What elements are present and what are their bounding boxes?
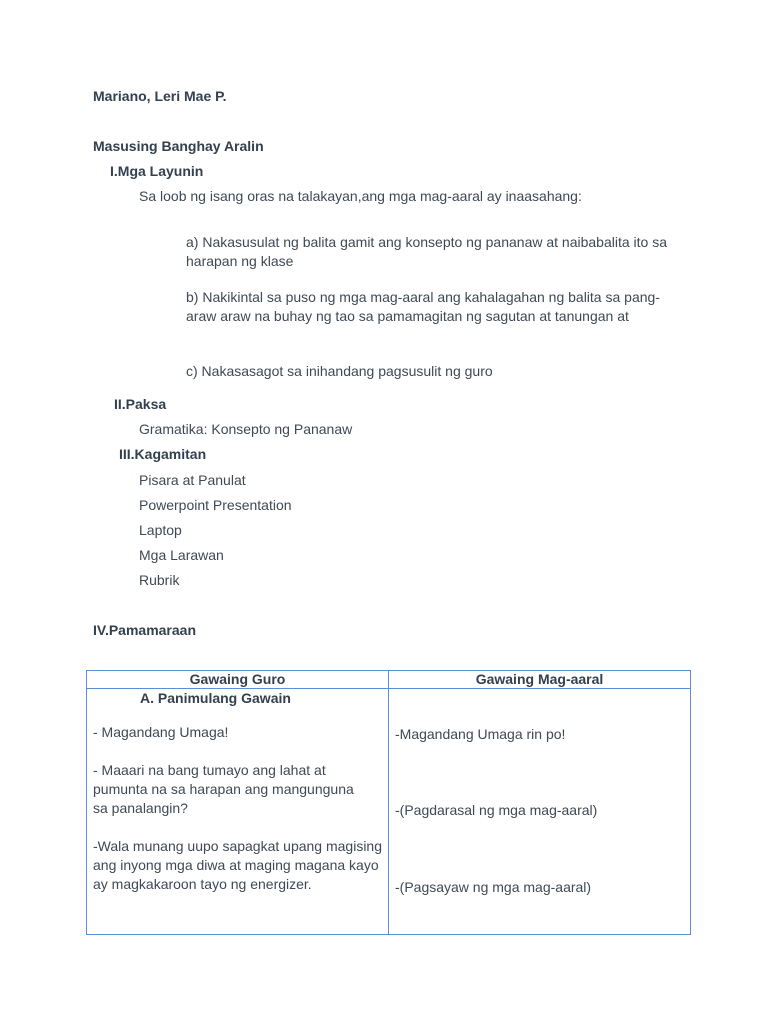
- kagamitan-item: Rubrik: [139, 572, 180, 588]
- layunin-intro: Sa loob ng isang oras na talakayan,ang mga mag-aaral ay inaasahang:: [139, 188, 582, 204]
- pamamaraan-heading: IV.Pamamaraan: [93, 622, 196, 638]
- kagamitan-item: Powerpoint Presentation: [139, 497, 292, 513]
- column-header-gawaing-guro: Gawaing Guro: [87, 671, 389, 689]
- author-name: Mariano, Leri Mae P.: [93, 88, 227, 104]
- layunin-item-b: b) Nakikintal sa puso ng mga mag-aaral ang kahalagahan ng balita sa pang-araw araw na buhay ng tao sa pamamagitan ng sagutan at tanungan at: [186, 289, 660, 324]
- paksa-heading: II.Paksa: [114, 396, 167, 412]
- layunin-heading: I.Mga Layunin: [110, 163, 204, 179]
- kagamitan-heading: III.Kagamitan: [119, 446, 207, 462]
- layunin-item-a: a) Nakasusulat ng balita gamit ang konsepto ng pananaw at naibabalita ito sa harapan ng klase: [186, 234, 667, 269]
- table-row: [87, 689, 691, 935]
- column-header-gawaing-mag-aaral: Gawaing Mag-aaral: [389, 671, 691, 689]
- lesson-procedure-table: [86, 670, 691, 935]
- guro-line: - Magandang Umaga!: [93, 724, 229, 740]
- guro-line: - Maaari na bang tumayo ang lahat at pumunta na sa harapan ang mangunguna sa panalangin?: [93, 762, 354, 816]
- guro-cell: [87, 689, 389, 935]
- document-title: Masusing Banghay Aralin: [93, 138, 264, 154]
- paksa-text: Gramatika: Konsepto ng Pananaw: [139, 421, 353, 437]
- kagamitan-item: Laptop: [139, 522, 182, 538]
- guro-line: -Wala munang uupo sapagkat upang magising ang inyong mga diwa at maging magana kayo ay magkakaroon tayo ng energizer.: [93, 838, 383, 892]
- mag-aaral-cell: [389, 689, 691, 935]
- mag-aaral-line: -Magandang Umaga rin po!: [395, 726, 566, 742]
- layunin-item-c: c) Nakasasagot sa inihandang pagsusulit ng guro: [186, 363, 493, 379]
- mag-aaral-line: -(Pagdarasal ng mga mag-aaral): [395, 802, 598, 818]
- kagamitan-item: Pisara at Panulat: [139, 472, 246, 488]
- kagamitan-item: Mga Larawan: [139, 547, 224, 563]
- mag-aaral-line: -(Pagsayaw ng mga mag-aaral): [395, 879, 592, 895]
- table-header-row: [87, 671, 691, 689]
- section-heading: A. Panimulang Gawain: [140, 690, 291, 706]
